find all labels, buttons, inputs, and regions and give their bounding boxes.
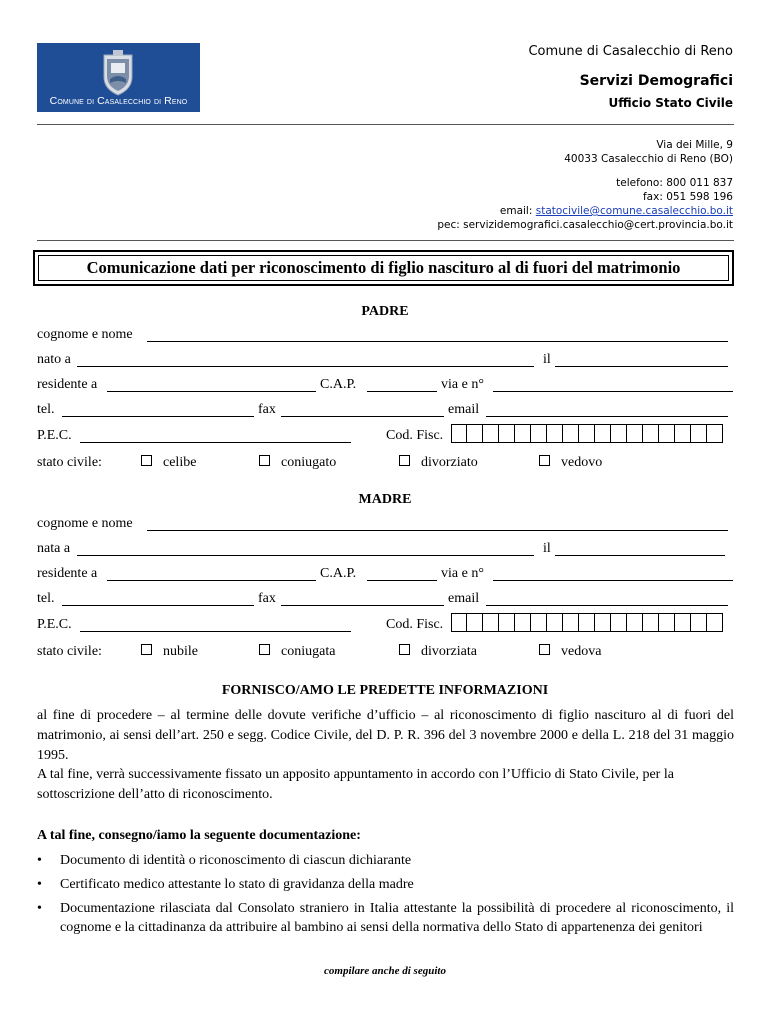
department-name: Servizi Demografici	[579, 73, 733, 89]
mother-residence-label: residente a	[37, 566, 98, 581]
father-status-celibe[interactable]: celibe	[141, 455, 196, 471]
declaration-paragraph-1: al fine di procedere – al termine delle dovute verifiche d’ufficio – al riconoscimento di figlio nascituro al di fuori del matrimonio, ai sensi dell’art. 250 e segg. Codice Civile, del D. P. R. 396 del 3 novembre 2000 e della L. 218 del 31 maggio 1995.	[37, 708, 734, 763]
documents-heading: A tal fine, consegno/iamo la seguente documentazione:	[37, 828, 361, 843]
father-name-label: cognome e nome	[37, 327, 133, 342]
mother-status-coniugata[interactable]: coniugata	[259, 644, 335, 660]
father-residence-label: residente a	[37, 377, 98, 392]
mother-status-nubile[interactable]: nubile	[141, 644, 198, 660]
declaration-paragraph-2: A tal fine, verrà successivamente fissato un apposito appuntamento in accordo con l’Ufficio di Stato Civile, per la sottoscrizione dell’atto di riconoscimento.	[37, 767, 674, 802]
father-tel-field[interactable]	[62, 416, 254, 417]
father-status-divorziato[interactable]: divorziato	[399, 455, 478, 471]
bullet-icon: •	[37, 877, 42, 892]
father-birthdate-label: il	[543, 352, 551, 367]
checkbox-icon	[141, 644, 152, 655]
mother-status-divorziata[interactable]: divorziata	[399, 644, 477, 660]
mother-tel-label: tel.	[37, 591, 55, 606]
father-tel-label: tel.	[37, 402, 55, 417]
mother-heading: MADRE	[358, 492, 412, 507]
mother-street-field[interactable]	[493, 580, 733, 581]
mother-name-label: cognome e nome	[37, 516, 133, 531]
father-tax-code-boxes[interactable]	[451, 424, 723, 443]
mother-birthplace-label: nata a	[37, 541, 71, 556]
checkbox-icon	[141, 455, 152, 466]
father-cap-field[interactable]	[367, 391, 437, 392]
bullet-icon: •	[37, 853, 42, 868]
mother-email-label: email	[448, 591, 480, 606]
mother-pec-field[interactable]	[80, 631, 351, 632]
mother-pec-label: P.E.C.	[37, 617, 72, 632]
checkbox-icon	[399, 455, 410, 466]
email-link[interactable]: statocivile@comune.casalecchio.bo.it	[535, 205, 733, 217]
mother-birthdate-label: il	[543, 541, 551, 556]
office-name: Ufficio Stato Civile	[608, 96, 733, 110]
checkbox-icon	[539, 455, 550, 466]
footer-note: compilare anche di seguito	[324, 965, 446, 977]
father-residence-field[interactable]	[107, 391, 316, 392]
mother-birthplace-field[interactable]	[77, 555, 534, 556]
father-pec-label: P.E.C.	[37, 428, 72, 443]
checkbox-icon	[539, 644, 550, 655]
contact-divider	[37, 240, 734, 241]
mother-fax-label: fax	[258, 591, 276, 606]
father-birthplace-label: nato a	[37, 352, 71, 367]
father-street-label: via e n°	[441, 377, 484, 392]
address-line-2: 40033 Casalecchio di Reno (BO)	[564, 153, 733, 165]
email-label: email:	[499, 205, 536, 217]
email-line	[500, 204, 733, 218]
father-status-label: stato civile:	[37, 455, 102, 470]
father-cap-label: C.A.P.	[320, 377, 357, 392]
father-pec-field[interactable]	[80, 442, 351, 443]
father-status-vedovo[interactable]: vedovo	[539, 455, 602, 471]
form-title: Comunicazione dati per riconoscimento di figlio nascituro al di fuori del matrimonio	[86, 258, 681, 277]
phone-number: telefono: 800 011 837	[616, 177, 733, 189]
father-street-field[interactable]	[493, 391, 733, 392]
checkbox-icon	[259, 455, 270, 466]
mother-cf-label: Cod. Fisc.	[386, 617, 444, 632]
declaration-heading: FORNISCO/AMO LE PREDETTE INFORMAZIONI	[221, 683, 549, 698]
coat-of-arms-icon	[96, 49, 140, 97]
address-line-1: Via dei Mille, 9	[656, 139, 733, 151]
fax-number: fax: 051 598 196	[642, 191, 733, 203]
father-heading: PADRE	[361, 304, 409, 319]
mother-residence-field[interactable]	[107, 580, 316, 581]
municipality-logo	[37, 43, 200, 112]
mother-tel-field[interactable]	[62, 605, 254, 606]
checkbox-icon	[259, 644, 270, 655]
mother-street-label: via e n°	[441, 566, 484, 581]
header-divider	[37, 124, 734, 125]
father-birthplace-field[interactable]	[77, 366, 534, 367]
father-cf-label: Cod. Fisc.	[386, 428, 444, 443]
father-birthdate-field[interactable]	[555, 366, 728, 367]
mother-fax-field[interactable]	[281, 605, 444, 606]
checkbox-icon	[399, 644, 410, 655]
father-fax-label: fax	[258, 402, 276, 417]
mother-status-vedova[interactable]: vedova	[539, 644, 601, 660]
mother-status-label: stato civile:	[37, 644, 102, 659]
father-name-field[interactable]	[147, 341, 728, 342]
father-email-label: email	[448, 402, 480, 417]
title-box	[33, 250, 734, 286]
mother-cap-field[interactable]	[367, 580, 437, 581]
father-fax-field[interactable]	[281, 416, 444, 417]
mother-cap-label: C.A.P.	[320, 566, 357, 581]
logo-text: Comune di Casalecchio di Reno	[49, 95, 188, 107]
municipality-name: Comune di Casalecchio di Reno	[528, 44, 733, 59]
mother-name-field[interactable]	[147, 530, 728, 531]
mother-tax-code-boxes[interactable]	[451, 613, 723, 632]
father-email-field[interactable]	[486, 416, 728, 417]
mother-email-field[interactable]	[486, 605, 728, 606]
mother-birthdate-field[interactable]	[555, 555, 725, 556]
bullet-icon: •	[37, 901, 42, 916]
pec-line: pec: servizidemografici.casalecchio@cert.provincia.bo.it	[437, 219, 733, 231]
father-status-coniugato[interactable]: coniugato	[259, 455, 336, 471]
